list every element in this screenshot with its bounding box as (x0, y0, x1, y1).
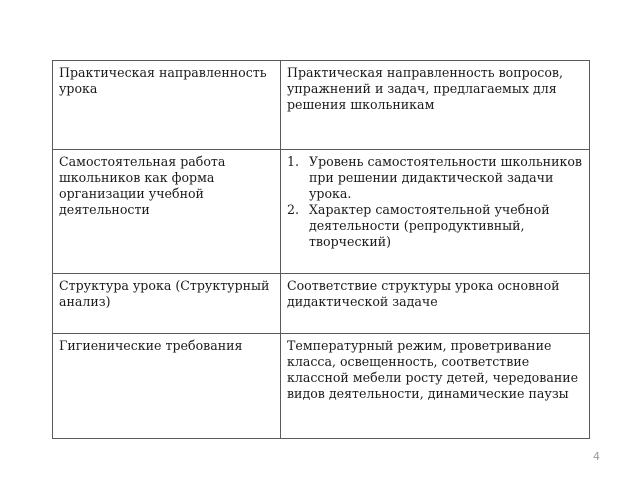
lesson-analysis-table (52, 60, 590, 439)
description-cell: Практическая направленность вопросов, упражнений и задач, предлагаемых для решения школьникам (280, 61, 589, 150)
criterion-cell: Практическая направленность урока (53, 61, 281, 150)
list-item-number: 2. (286, 202, 299, 217)
table-row (53, 334, 590, 439)
list-item-number: 1. (286, 154, 299, 169)
list-item (287, 154, 583, 202)
criterion-cell: Гигиенические требования (53, 334, 281, 439)
table-row (53, 61, 590, 150)
list-item-text: Характер самостоятельной учебной деятельности (репродуктивный, творческий) (308, 202, 550, 249)
table-row (53, 274, 590, 334)
list-item-text: Уровень самостоятельности школьников при решении дидактической задачи урока. (308, 154, 583, 201)
description-cell (280, 150, 589, 274)
description-line: Соответствие структуры урока основной (286, 278, 560, 293)
description-cell: Температурный режим, проветривание класса, освещенность, соответствие классной мебели росту детей, чередование видов деятельности, динамические паузы (280, 334, 589, 439)
criterion-cell: Структура урока (Структурный анализ) (53, 274, 281, 334)
table-row (53, 150, 590, 274)
description-cell (280, 274, 589, 334)
numbered-list (287, 154, 583, 250)
list-item (287, 202, 583, 250)
description-line: дидактической задаче (286, 294, 438, 309)
criterion-cell: Самостоятельная работа школьников как форма организации учебной деятельности (53, 150, 281, 274)
page-number: 4 (593, 450, 600, 463)
